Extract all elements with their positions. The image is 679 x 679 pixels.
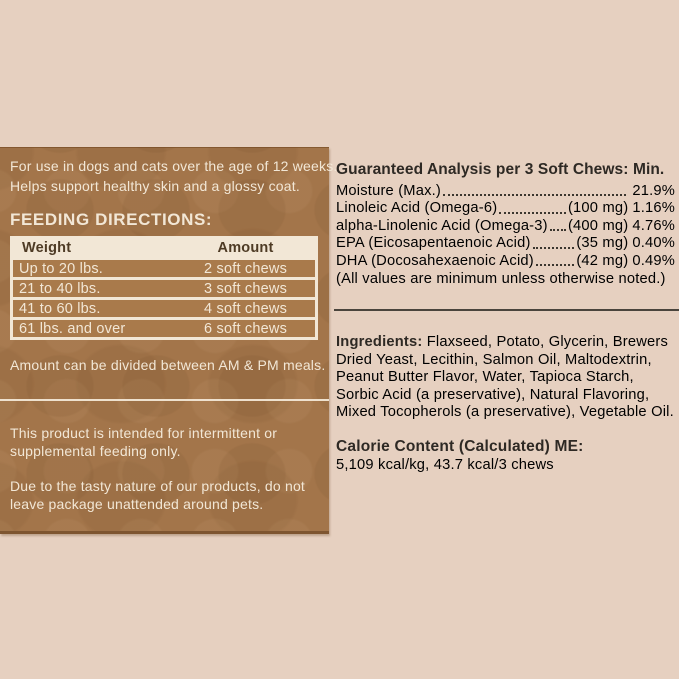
table-row bbox=[13, 320, 315, 337]
table-row bbox=[13, 300, 315, 317]
analysis-percent-value: 21.9% bbox=[632, 183, 675, 199]
note-line: leave package unattended around pets. bbox=[10, 495, 264, 512]
analysis-percent-value: 0.49% bbox=[632, 252, 675, 269]
analysis-row bbox=[336, 183, 675, 200]
analysis-mg-amount: (42 mg) bbox=[576, 252, 629, 269]
feeding-table bbox=[10, 236, 318, 340]
ingredients-paragraph bbox=[336, 334, 679, 422]
table-header-row bbox=[13, 239, 315, 257]
analysis-row bbox=[336, 218, 675, 235]
weight-cell: 21 to 40 lbs. bbox=[19, 280, 101, 297]
analysis-label: alpha-Linolenic Acid (Omega-3) bbox=[336, 217, 548, 234]
analysis-mg-amount: (35 mg) bbox=[576, 235, 629, 252]
caution-note bbox=[10, 478, 305, 513]
intro-line: For use in dogs and cats over the age of 12 weeks. bbox=[10, 158, 338, 174]
guaranteed-analysis-title: Guaranteed Analysis per 3 Soft Chews: Min. bbox=[336, 161, 665, 178]
ingredients-text: Flaxseed, Potato, Glycerin, Brewers Dried Yeast, Lecithin, Salmon Oil, Maltodextrin, Peanut Butter Flavor, Water, Tapioca Starch, Sorbic Acid (a preservative), Natural Flavoring, Mixed Tocopherols (a preservative), Vegetable Oil. bbox=[336, 334, 674, 421]
weight-cell: 61 lbs. and over bbox=[19, 320, 126, 337]
analysis-percent-value: 1.16% bbox=[632, 200, 675, 217]
table-header-weight: Weight bbox=[22, 240, 72, 256]
calorie-content-title: Calorie Content (Calculated) ME: bbox=[336, 438, 584, 455]
feeding-panel bbox=[0, 147, 338, 534]
intro-text bbox=[10, 156, 338, 196]
analysis-percent-value: 0.40% bbox=[632, 235, 675, 252]
note-line: supplemental feeding only. bbox=[10, 442, 181, 459]
ingredients-divider-line bbox=[334, 309, 679, 311]
weight-cell: 41 to 60 lbs. bbox=[19, 300, 101, 317]
ingredients-label: Ingredients: bbox=[336, 334, 423, 350]
feeding-directions-title: FEEDING DIRECTIONS: bbox=[10, 210, 213, 229]
analysis-row bbox=[336, 200, 675, 217]
amount-cell: 3 soft chews bbox=[204, 280, 288, 297]
leader-dots bbox=[550, 229, 566, 231]
leader-dots bbox=[499, 212, 566, 214]
amount-cell: 2 soft chews bbox=[204, 260, 288, 277]
weight-cell: Up to 20 lbs. bbox=[19, 260, 104, 277]
leader-dots bbox=[536, 264, 574, 266]
analysis-footnote: (All values are minimum unless otherwise noted.) bbox=[336, 271, 666, 287]
note-line: This product is intended for intermittent or bbox=[10, 425, 278, 441]
leader-dots bbox=[443, 194, 626, 196]
panel-divider-line bbox=[0, 399, 329, 401]
table-header-amount: Amount bbox=[217, 240, 274, 256]
intermittent-note bbox=[10, 425, 277, 460]
analysis-label: Linoleic Acid (Omega-6) bbox=[336, 200, 498, 217]
analysis-label: DHA (Docosahexaenoic Acid) bbox=[336, 252, 534, 269]
analysis-label: EPA (Eicosapentaenoic Acid) bbox=[336, 235, 531, 252]
guaranteed-analysis-list bbox=[336, 183, 675, 270]
analysis-row bbox=[336, 235, 675, 252]
analysis-mg-amount: (400 mg) bbox=[567, 217, 629, 234]
table-row bbox=[13, 260, 315, 277]
divide-note: Amount can be divided between AM & PM meals. bbox=[10, 357, 326, 373]
analysis-label: Moisture (Max.) bbox=[336, 183, 442, 199]
note-line: Due to the tasty nature of our products, do not bbox=[10, 478, 306, 494]
amount-cell: 6 soft chews bbox=[204, 320, 288, 337]
calorie-content-value: 5,109 kcal/kg, 43.7 kcal/3 chews bbox=[336, 457, 554, 473]
analysis-percent-value: 4.76% bbox=[632, 217, 675, 234]
amount-cell: 4 soft chews bbox=[204, 300, 288, 317]
analysis-row bbox=[336, 253, 675, 270]
leader-dots bbox=[533, 247, 575, 249]
table-row bbox=[13, 280, 315, 297]
table-body bbox=[13, 260, 315, 337]
intro-line: Helps support healthy skin and a glossy coat. bbox=[10, 178, 300, 194]
analysis-mg-amount: (100 mg) bbox=[567, 200, 629, 217]
